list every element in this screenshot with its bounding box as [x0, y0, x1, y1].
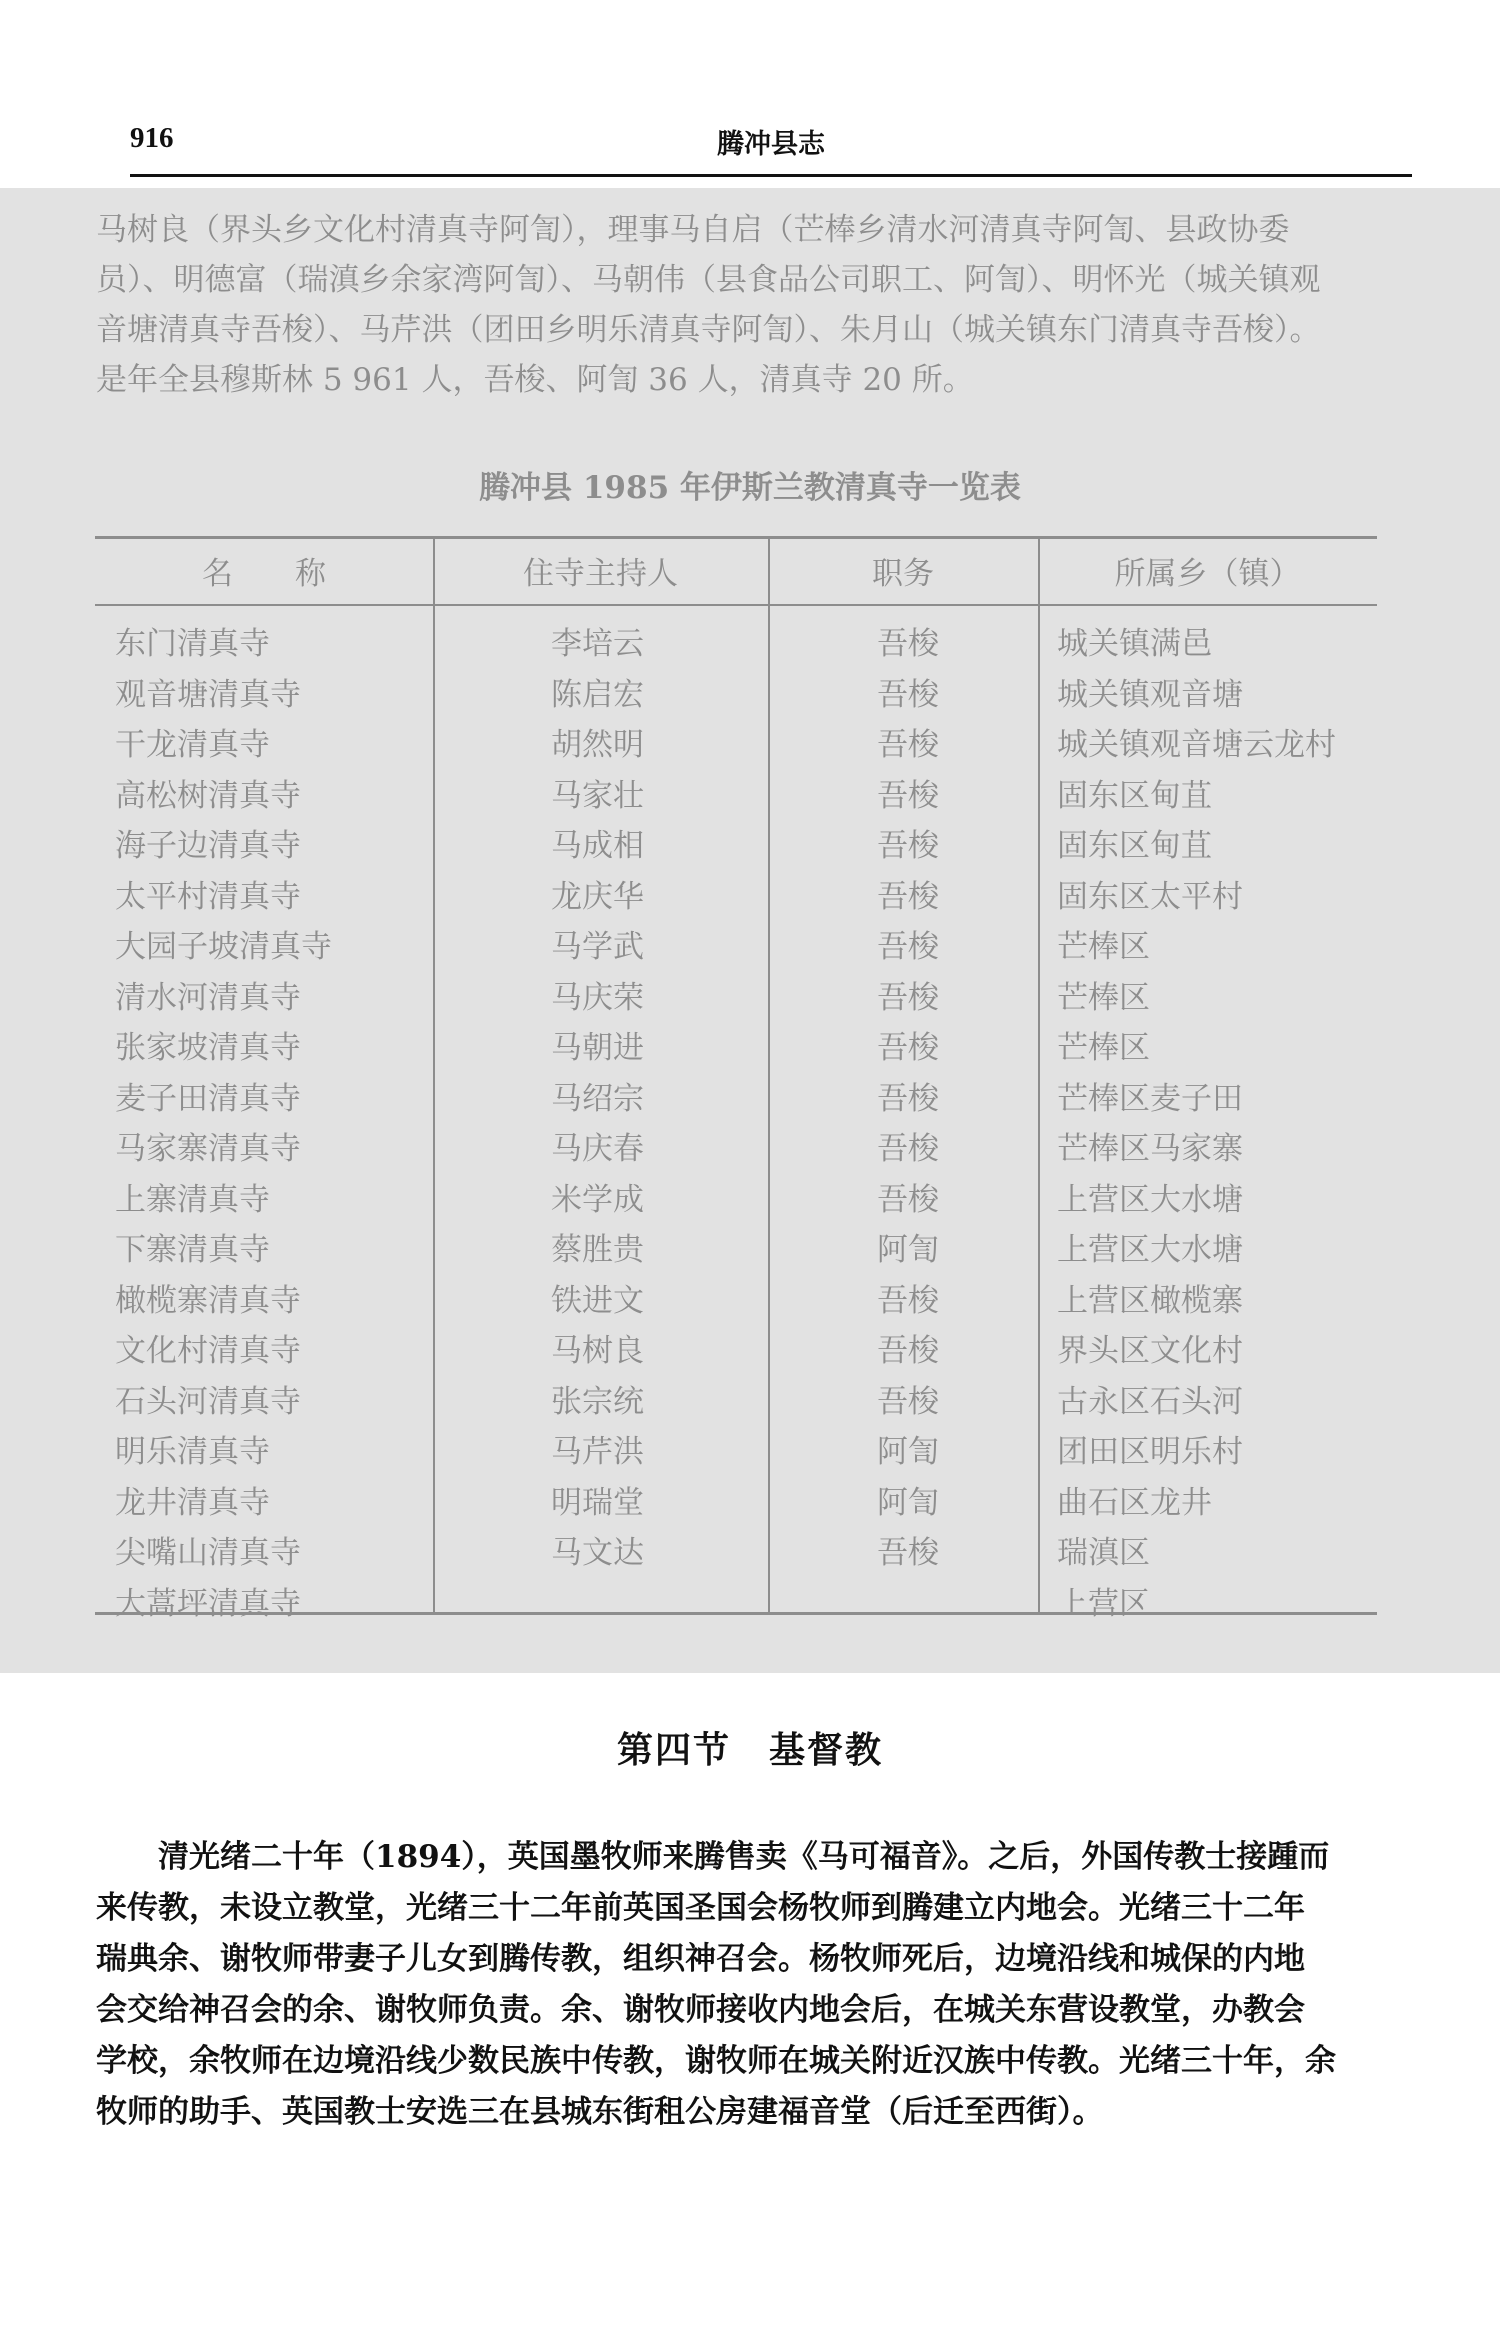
table-row — [95, 968, 1377, 1019]
cell-name: 高松树清真寺 — [115, 777, 301, 814]
cell-position: 吾梭 — [877, 1383, 939, 1420]
cell-name: 上寨清真寺 — [115, 1181, 270, 1218]
cell-position: 吾梭 — [877, 1181, 939, 1218]
cell-host: 龙庆华 — [551, 878, 644, 915]
header-township: 所属乡（镇） — [1114, 556, 1301, 592]
cell-host: 马庆春 — [551, 1131, 644, 1167]
header-name: 名 称 — [202, 556, 326, 592]
cell-name: 干龙清真寺 — [115, 727, 270, 763]
cell-position: 吾梭 — [877, 929, 939, 965]
cell-position: 吾梭 — [877, 878, 939, 915]
cell-host: 马文达 — [551, 1535, 644, 1571]
intro-line: 马树良（界头乡文化村清真寺阿訇），理事马自启（芒棒乡清水河清真寺阿訇、县政协委 — [96, 212, 1290, 248]
intro-line: 员）、明德富（瑞滇乡余家湾阿訇）、马朝伟（县食品公司职工、阿訇）、明怀光（城关镇观 — [96, 262, 1321, 298]
cell-position: 吾梭 — [877, 1282, 939, 1319]
cell-township: 瑞滇区 — [1057, 1535, 1150, 1571]
cell-position: 阿訇 — [877, 1484, 939, 1521]
cell-host: 马芹洪 — [551, 1434, 644, 1470]
cell-position: 吾梭 — [877, 979, 939, 1016]
table-row — [95, 1018, 1377, 1069]
book-title: 腾冲县志 — [717, 129, 825, 160]
cell-host: 马成相 — [551, 828, 644, 864]
cell-township: 团田区明乐村 — [1057, 1434, 1243, 1470]
cell-township: 城关镇满邑 — [1057, 626, 1212, 662]
page-header — [130, 122, 1412, 180]
cell-host: 胡然明 — [551, 727, 644, 763]
cell-township: 芒棒区 — [1057, 929, 1150, 965]
cell-position: 吾梭 — [877, 1030, 939, 1066]
cell-position: 吾梭 — [877, 727, 939, 763]
cell-position: 阿訇 — [877, 1434, 939, 1470]
cell-township: 固东区太平村 — [1057, 878, 1243, 915]
cell-name: 大园子坡清真寺 — [115, 929, 332, 965]
cell-host: 马学武 — [551, 929, 644, 965]
section-body — [96, 1832, 1406, 2138]
cell-host: 明瑞堂 — [551, 1484, 644, 1521]
cell-township: 芒棒区 — [1057, 979, 1150, 1016]
section-title: 第四节 基督教 — [616, 1729, 883, 1771]
table-row — [95, 1372, 1377, 1423]
cell-position: 吾梭 — [877, 777, 939, 814]
cell-name: 马家寨清真寺 — [115, 1131, 301, 1167]
cell-township: 芒棒区麦子田 — [1057, 1080, 1243, 1117]
header-position: 职务 — [872, 556, 934, 592]
table-row — [95, 1220, 1377, 1271]
header-rule — [130, 174, 1412, 177]
table-row — [95, 665, 1377, 716]
body-line: 瑞典余、谢牧师带妻子儿女到腾传教，组织神召会。杨牧师死后，边境沿线和城保的内地 — [96, 1941, 1305, 1977]
table-header-rule — [95, 604, 1377, 606]
cell-host: 米学成 — [551, 1181, 644, 1218]
cell-township: 固东区甸苴 — [1057, 777, 1212, 814]
cell-host: 陈启宏 — [551, 676, 644, 713]
table-row — [95, 1422, 1377, 1473]
cell-name: 东门清真寺 — [115, 626, 270, 662]
cell-position: 吾梭 — [877, 1333, 939, 1369]
cell-host: 张宗统 — [551, 1383, 644, 1420]
table-row — [95, 1574, 1377, 1625]
cell-name: 大蒿坪清真寺 — [115, 1585, 301, 1622]
body-line: 清光绪二十年（1894），英国墨牧师来腾售卖《马可福音》。之后，外国传教士接踵而 — [158, 1839, 1330, 1875]
cell-name: 太平村清真寺 — [115, 878, 301, 915]
table-row — [95, 1170, 1377, 1221]
cell-host: 铁进文 — [551, 1282, 644, 1319]
cell-township: 上营区大水塘 — [1057, 1232, 1243, 1268]
intro-line: 音塘清真寺吾梭）、马芹洪（团田乡明乐清真寺阿訇）、朱月山（城关镇东门清真寺吾梭）。 — [96, 312, 1321, 348]
table-row — [95, 715, 1377, 766]
table-title: 腾冲县 1985 年伊斯兰教清真寺一览表 — [479, 470, 1021, 506]
cell-host: 蔡胜贵 — [551, 1232, 644, 1268]
cell-host: 马朝进 — [551, 1030, 644, 1066]
cell-position: 阿訇 — [877, 1232, 939, 1268]
header-host: 住寺主持人 — [523, 556, 678, 592]
table-row — [95, 1473, 1377, 1524]
cell-name: 麦子田清真寺 — [115, 1080, 301, 1117]
table-row — [95, 1523, 1377, 1574]
cell-township: 芒棒区马家寨 — [1057, 1131, 1243, 1167]
table-row — [95, 766, 1377, 817]
cell-township: 上营区 — [1057, 1585, 1150, 1622]
table-body — [95, 614, 1377, 1624]
cell-name: 石头河清真寺 — [115, 1383, 301, 1420]
page-number: 916 — [130, 122, 174, 154]
table-top-rule — [95, 536, 1377, 539]
cell-name: 清水河清真寺 — [115, 979, 301, 1016]
cell-name: 橄榄寨清真寺 — [115, 1282, 301, 1319]
cell-township: 界头区文化村 — [1057, 1333, 1243, 1369]
cell-position: 吾梭 — [877, 1080, 939, 1117]
cell-name: 文化村清真寺 — [115, 1333, 301, 1369]
cell-host: 李培云 — [551, 626, 644, 662]
body-line: 牧师的助手、英国教士安选三在县城东街租公房建福音堂（后迁至西街）。 — [96, 2094, 1104, 2130]
table-row — [95, 867, 1377, 918]
cell-position: 吾梭 — [877, 1131, 939, 1167]
cell-name: 龙井清真寺 — [115, 1484, 270, 1521]
cell-name: 海子边清真寺 — [115, 828, 301, 864]
table-row — [95, 1069, 1377, 1120]
table-row — [95, 1119, 1377, 1170]
cell-township: 芒棒区 — [1057, 1030, 1150, 1066]
body-line: 会交给神召会的余、谢牧师负责。余、谢牧师接收内地会后，在城关东营设教堂，办教会 — [96, 1992, 1305, 2028]
body-line: 学校，余牧师在边境沿线少数民族中传教，谢牧师在城关附近汉族中传教。光绪三十年，余 — [96, 2043, 1336, 2079]
cell-host: 马家壮 — [551, 777, 644, 814]
cell-position: 吾梭 — [877, 1535, 939, 1571]
cell-township: 上营区橄榄寨 — [1057, 1282, 1243, 1319]
cell-position: 吾梭 — [877, 626, 939, 662]
intro-line: 是年全县穆斯林 5 961 人，吾梭、阿訇 36 人，清真寺 20 所。 — [96, 362, 974, 398]
cell-host: 马绍宗 — [551, 1080, 644, 1117]
cell-township: 城关镇观音塘云龙村 — [1057, 727, 1336, 763]
table-row — [95, 1271, 1377, 1322]
cell-name: 观音塘清真寺 — [115, 676, 301, 713]
cell-name: 下寨清真寺 — [115, 1232, 270, 1268]
cell-position: 吾梭 — [877, 676, 939, 713]
cell-township: 固东区甸苴 — [1057, 828, 1212, 864]
cell-township: 曲石区龙井 — [1057, 1484, 1212, 1521]
table-row — [95, 917, 1377, 968]
cell-township: 古永区石头河 — [1057, 1383, 1243, 1420]
cell-name: 尖嘴山清真寺 — [115, 1535, 301, 1571]
cell-host: 马树良 — [551, 1333, 644, 1369]
cell-township: 城关镇观音塘 — [1057, 676, 1243, 713]
table-row — [95, 614, 1377, 665]
cell-township: 上营区大水塘 — [1057, 1181, 1243, 1218]
table-row — [95, 1321, 1377, 1372]
cell-host: 马庆荣 — [551, 979, 644, 1016]
cell-name: 明乐清真寺 — [115, 1434, 270, 1470]
table-row — [95, 816, 1377, 867]
cell-position: 吾梭 — [877, 828, 939, 864]
intro-paragraph — [96, 205, 1416, 405]
cell-name: 张家坡清真寺 — [115, 1030, 301, 1066]
body-line: 来传教，未设立教堂，光绪三十二年前英国圣国会杨牧师到腾建立内地会。光绪三十二年 — [96, 1890, 1305, 1926]
